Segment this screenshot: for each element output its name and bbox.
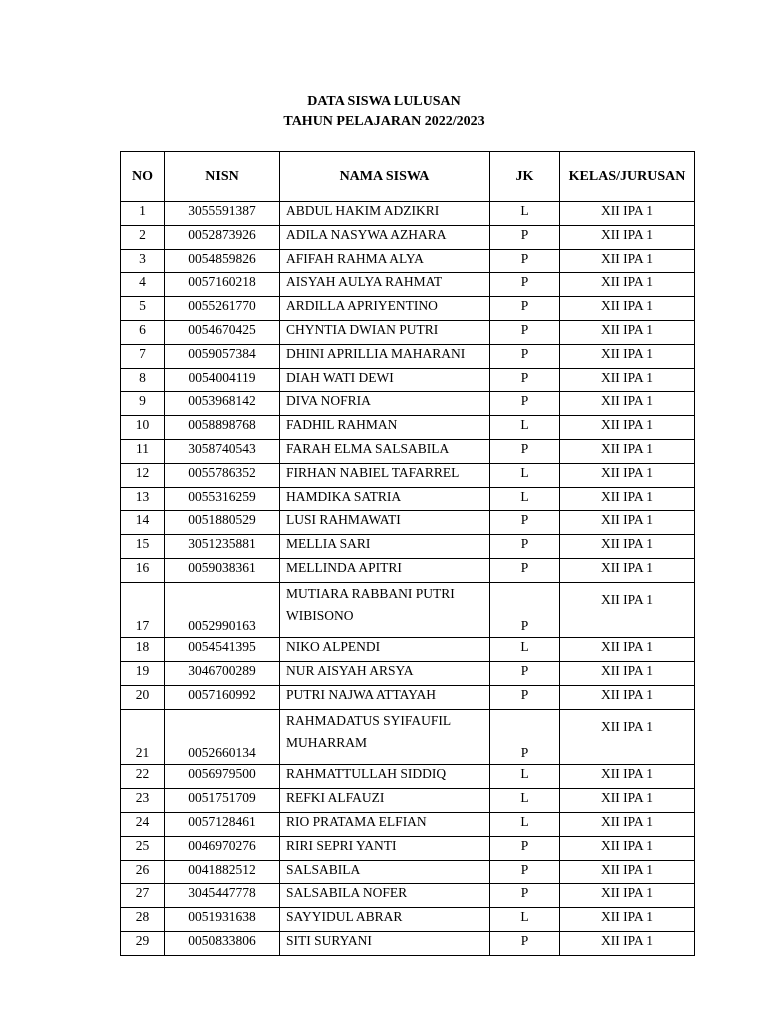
cell-jk: P (490, 662, 560, 686)
table-row (121, 225, 695, 249)
cell-nama-siswa: FARAH ELMA SALSABILA (280, 439, 490, 463)
cell-jk: P (490, 836, 560, 860)
cell-nisn: 0041882512 (165, 860, 280, 884)
cell-nisn: 3058740543 (165, 439, 280, 463)
table-row (121, 273, 695, 297)
table-row (121, 320, 695, 344)
cell-nisn: 0054004119 (165, 368, 280, 392)
cell-nama-siswa: AISYAH AULYA RAHMAT (280, 273, 490, 297)
student-table (120, 151, 695, 956)
document-title (0, 92, 768, 132)
cell-kelas-jurusan: XII IPA 1 (560, 202, 695, 226)
cell-kelas-jurusan: XII IPA 1 (560, 368, 695, 392)
nama-line-2: MUHARRAM (286, 734, 368, 750)
cell-no: 29 (121, 931, 165, 955)
cell-jk: L (490, 463, 560, 487)
cell-no: 6 (121, 320, 165, 344)
cell-jk: P (490, 511, 560, 535)
cell-kelas-jurusan: XII IPA 1 (560, 685, 695, 709)
table-row (121, 392, 695, 416)
cell-nama-siswa: DIAH WATI DEWI (280, 368, 490, 392)
cell-nisn: 0054541395 (165, 638, 280, 662)
cell-kelas-jurusan: XII IPA 1 (560, 812, 695, 836)
cell-nama-siswa: NIKO ALPENDI (280, 638, 490, 662)
cell-jk: L (490, 765, 560, 789)
cell-nisn: 0051931638 (165, 908, 280, 932)
cell-nama-siswa: CHYNTIA DWIAN PUTRI (280, 320, 490, 344)
header-no: NO (121, 152, 165, 202)
cell-nisn: 0057160992 (165, 685, 280, 709)
cell-nama-siswa: MELLIA SARI (280, 535, 490, 559)
cell-nama-siswa: NUR AISYAH ARSYA (280, 662, 490, 686)
cell-no: 22 (121, 765, 165, 789)
cell-kelas-jurusan: XII IPA 1 (560, 535, 695, 559)
cell-jk: L (490, 202, 560, 226)
cell-kelas-jurusan: XII IPA 1 (560, 392, 695, 416)
cell-nama-siswa: SAYYIDUL ABRAR (280, 908, 490, 932)
cell-kelas-jurusan: XII IPA 1 (560, 439, 695, 463)
cell-no: 16 (121, 558, 165, 582)
cell-nama-siswa: DHINI APRILLIA MAHARANI (280, 344, 490, 368)
cell-no: 24 (121, 812, 165, 836)
cell-nisn: 0051880529 (165, 511, 280, 535)
nama-line-1: MUTIARA RABBANI PUTRI (286, 585, 455, 601)
cell-nama-siswa: RIRI SEPRI YANTI (280, 836, 490, 860)
cell-jk: P (490, 685, 560, 709)
cell-jk: P (490, 558, 560, 582)
table-row (121, 297, 695, 321)
cell-jk: P (490, 709, 560, 765)
table-row (121, 487, 695, 511)
cell-nisn: 3045447778 (165, 884, 280, 908)
title-line-2: TAHUN PELAJARAN 2022/2023 (283, 114, 485, 129)
cell-nisn: 0057128461 (165, 812, 280, 836)
cell-no: 19 (121, 662, 165, 686)
cell-kelas-jurusan: XII IPA 1 (560, 249, 695, 273)
cell-kelas-jurusan: XII IPA 1 (560, 225, 695, 249)
cell-no: 23 (121, 789, 165, 813)
table-row (121, 931, 695, 955)
cell-no: 28 (121, 908, 165, 932)
table-row (121, 535, 695, 559)
cell-nisn: 3051235881 (165, 535, 280, 559)
table-row (121, 908, 695, 932)
cell-jk: P (490, 225, 560, 249)
cell-nisn: 0056979500 (165, 765, 280, 789)
cell-no: 1 (121, 202, 165, 226)
cell-kelas-jurusan: XII IPA 1 (560, 908, 695, 932)
table-row (121, 344, 695, 368)
header-kelas-jurusan: KELAS/JURUSAN (560, 152, 695, 202)
table-body (121, 202, 695, 956)
cell-no: 4 (121, 273, 165, 297)
cell-kelas-jurusan: XII IPA 1 (560, 463, 695, 487)
cell-jk: P (490, 931, 560, 955)
cell-nama-siswa: PUTRI NAJWA ATTAYAH (280, 685, 490, 709)
table-row (121, 709, 695, 765)
cell-kelas-jurusan: XII IPA 1 (560, 931, 695, 955)
cell-nama-siswa: ADILA NASYWA AZHARA (280, 225, 490, 249)
cell-no: 2 (121, 225, 165, 249)
table-header-row (121, 152, 695, 202)
cell-nama-siswa: MELLINDA APITRI (280, 558, 490, 582)
cell-nisn: 0054859826 (165, 249, 280, 273)
header-nisn: NISN (165, 152, 280, 202)
table-row (121, 860, 695, 884)
cell-no: 14 (121, 511, 165, 535)
cell-jk: P (490, 535, 560, 559)
cell-no: 27 (121, 884, 165, 908)
nama-line-1: RAHMADATUS SYIFAUFIL (286, 712, 452, 728)
cell-jk: P (490, 439, 560, 463)
cell-nisn: 0051751709 (165, 789, 280, 813)
cell-no: 18 (121, 638, 165, 662)
table-row (121, 439, 695, 463)
table-row (121, 765, 695, 789)
cell-kelas-jurusan: XII IPA 1 (560, 709, 695, 765)
cell-jk: L (490, 908, 560, 932)
cell-kelas-jurusan: XII IPA 1 (560, 860, 695, 884)
cell-nama-siswa: DIVA NOFRIA (280, 392, 490, 416)
cell-nama-siswa: HAMDIKA SATRIA (280, 487, 490, 511)
cell-jk: P (490, 860, 560, 884)
cell-no: 20 (121, 685, 165, 709)
cell-nisn: 0059038361 (165, 558, 280, 582)
cell-jk: P (490, 884, 560, 908)
table-row (121, 463, 695, 487)
table-row (121, 416, 695, 440)
cell-nisn: 0055316259 (165, 487, 280, 511)
cell-nama-siswa: FIRHAN NABIEL TAFARREL (280, 463, 490, 487)
title-line-1: DATA SISWA LULUSAN (307, 94, 461, 109)
table-row (121, 836, 695, 860)
table-row (121, 582, 695, 638)
cell-nisn: 0046970276 (165, 836, 280, 860)
cell-nama-siswa: SALSABILA (280, 860, 490, 884)
cell-no: 12 (121, 463, 165, 487)
table-row (121, 662, 695, 686)
cell-no: 5 (121, 297, 165, 321)
cell-jk: P (490, 297, 560, 321)
cell-kelas-jurusan: XII IPA 1 (560, 638, 695, 662)
cell-no: 25 (121, 836, 165, 860)
cell-nisn: 0050833806 (165, 931, 280, 955)
cell-no: 9 (121, 392, 165, 416)
cell-jk: L (490, 638, 560, 662)
cell-kelas-jurusan: XII IPA 1 (560, 558, 695, 582)
cell-kelas-jurusan: XII IPA 1 (560, 836, 695, 860)
cell-kelas-jurusan: XII IPA 1 (560, 344, 695, 368)
cell-jk: P (490, 392, 560, 416)
cell-no: 26 (121, 860, 165, 884)
cell-nama-siswa: FADHIL RAHMAN (280, 416, 490, 440)
cell-jk: P (490, 344, 560, 368)
cell-nisn: 0052990163 (165, 582, 280, 638)
table-row (121, 812, 695, 836)
cell-no: 10 (121, 416, 165, 440)
cell-no: 7 (121, 344, 165, 368)
header-nama-siswa: NAMA SISWA (280, 152, 490, 202)
cell-nama-siswa: LUSI RAHMAWATI (280, 511, 490, 535)
cell-jk: P (490, 273, 560, 297)
cell-kelas-jurusan: XII IPA 1 (560, 320, 695, 344)
table-row (121, 685, 695, 709)
cell-kelas-jurusan: XII IPA 1 (560, 297, 695, 321)
cell-kelas-jurusan: XII IPA 1 (560, 765, 695, 789)
cell-kelas-jurusan: XII IPA 1 (560, 416, 695, 440)
table-row (121, 558, 695, 582)
cell-nisn: 0052873926 (165, 225, 280, 249)
cell-nama-siswa: SALSABILA NOFER (280, 884, 490, 908)
cell-nisn: 0055786352 (165, 463, 280, 487)
cell-jk: P (490, 320, 560, 344)
table-row (121, 638, 695, 662)
cell-jk: L (490, 789, 560, 813)
cell-kelas-jurusan: XII IPA 1 (560, 662, 695, 686)
cell-jk: L (490, 812, 560, 836)
cell-nama-siswa: RAHMATTULLAH SIDDIQ (280, 765, 490, 789)
cell-no: 8 (121, 368, 165, 392)
cell-nisn: 0054670425 (165, 320, 280, 344)
cell-nama-siswa: ARDILLA APRIYENTINO (280, 297, 490, 321)
cell-kelas-jurusan: XII IPA 1 (560, 511, 695, 535)
cell-nisn: 0053968142 (165, 392, 280, 416)
cell-nisn: 3055591387 (165, 202, 280, 226)
cell-kelas-jurusan: XII IPA 1 (560, 884, 695, 908)
cell-nisn: 0059057384 (165, 344, 280, 368)
cell-kelas-jurusan: XII IPA 1 (560, 789, 695, 813)
table-row (121, 202, 695, 226)
header-jk: JK (490, 152, 560, 202)
cell-nama-siswa (280, 582, 490, 638)
table-row (121, 884, 695, 908)
cell-nisn: 3046700289 (165, 662, 280, 686)
cell-kelas-jurusan: XII IPA 1 (560, 487, 695, 511)
cell-kelas-jurusan: XII IPA 1 (560, 582, 695, 638)
cell-jk: L (490, 487, 560, 511)
cell-no: 15 (121, 535, 165, 559)
table-row (121, 789, 695, 813)
cell-no: 11 (121, 439, 165, 463)
cell-nisn: 0057160218 (165, 273, 280, 297)
cell-nisn: 0055261770 (165, 297, 280, 321)
cell-nisn: 0058898768 (165, 416, 280, 440)
cell-no: 21 (121, 709, 165, 765)
cell-nama-siswa: REFKI ALFAUZI (280, 789, 490, 813)
cell-nama-siswa: ABDUL HAKIM ADZIKRI (280, 202, 490, 226)
cell-jk: L (490, 416, 560, 440)
cell-nama-siswa: AFIFAH RAHMA ALYA (280, 249, 490, 273)
cell-no: 13 (121, 487, 165, 511)
cell-nama-siswa: RIO PRATAMA ELFIAN (280, 812, 490, 836)
cell-jk: P (490, 582, 560, 638)
cell-no: 3 (121, 249, 165, 273)
table-row (121, 368, 695, 392)
cell-nama-siswa: SITI SURYANI (280, 931, 490, 955)
cell-nisn: 0052660134 (165, 709, 280, 765)
cell-nama-siswa (280, 709, 490, 765)
nama-line-2: WIBISONO (286, 607, 354, 623)
cell-jk: P (490, 368, 560, 392)
cell-jk: P (490, 249, 560, 273)
cell-kelas-jurusan: XII IPA 1 (560, 273, 695, 297)
table-row (121, 249, 695, 273)
table-row (121, 511, 695, 535)
cell-no: 17 (121, 582, 165, 638)
